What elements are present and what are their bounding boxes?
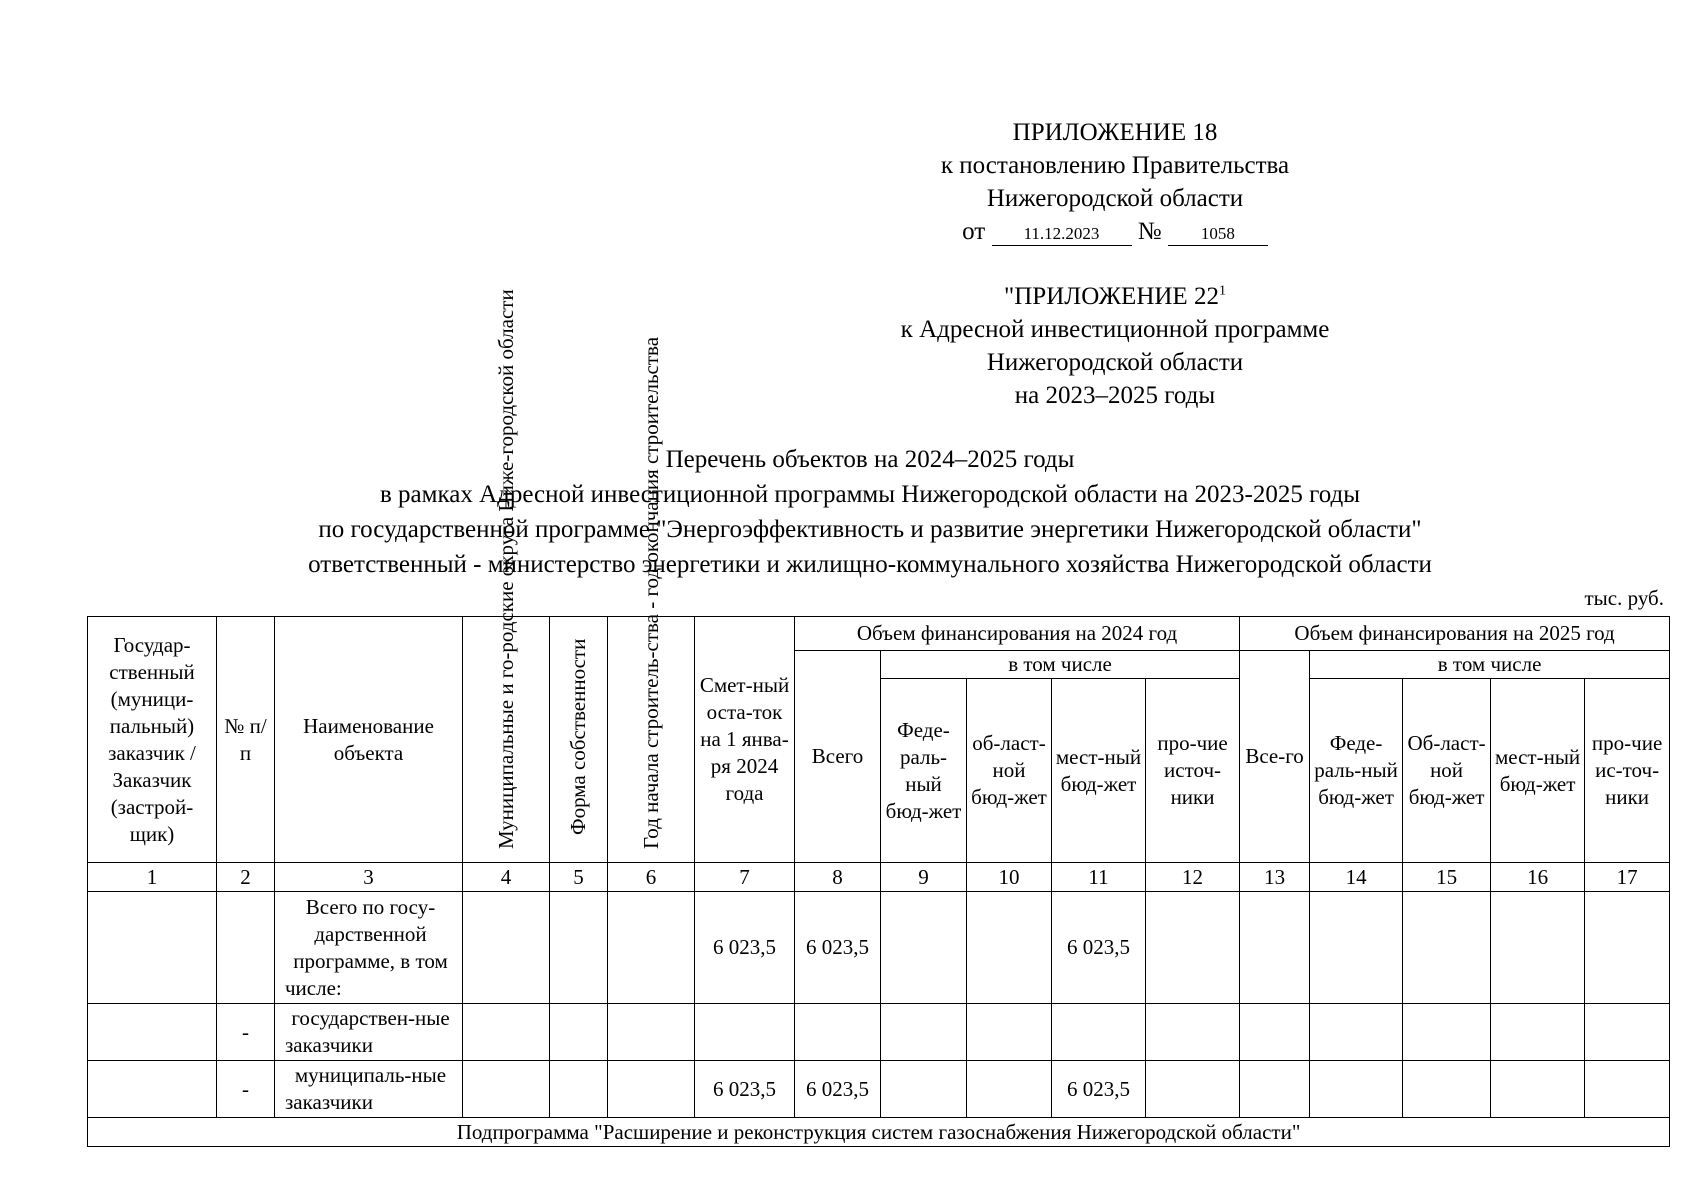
cell-federal-2025 <box>1310 1004 1403 1061</box>
cell-municipality <box>463 1061 550 1118</box>
units-label: тыс. руб. <box>1584 586 1664 610</box>
annex1-line2: к постановлению Правительства <box>940 152 1290 179</box>
cell-other-2025 <box>1585 892 1670 1004</box>
cell-total-2024 <box>795 1004 881 1061</box>
document-title <box>80 442 1660 582</box>
annex2-header <box>800 280 1430 412</box>
column-number: 15 <box>1403 863 1491 892</box>
header-regional-2025: Об-ласт-ной бюд-жет <box>1403 679 1491 863</box>
title-line3: по государственной программе "Энергоэффективность и развитие энергетики Нижегородской области" <box>318 516 1422 543</box>
cell-years <box>608 1061 695 1118</box>
header-total-2024: Всего <box>795 651 881 863</box>
header-total-2025: Все-го <box>1240 651 1310 863</box>
cell-ownership <box>550 1061 608 1118</box>
annex2-superscript: 1 <box>1218 283 1226 299</box>
column-number: 11 <box>1052 863 1146 892</box>
column-number: 3 <box>275 863 463 892</box>
header-local-2024: мест-ный бюд-жет <box>1052 679 1146 863</box>
number-label: № <box>1137 218 1162 245</box>
header-including-2024: в том числе <box>881 651 1240 679</box>
column-number: 9 <box>881 863 967 892</box>
number-value: 1058 <box>1168 223 1268 246</box>
cell-name: Всего по госу-дарственной программе, в том числе: <box>275 892 463 1004</box>
cell-years <box>608 892 695 1004</box>
header-row-1 <box>88 617 1670 651</box>
cell-regional-2025 <box>1403 1004 1491 1061</box>
annex1-date-line <box>800 215 1430 248</box>
header-regional-2024: об-ласт-ной бюд-жет <box>967 679 1052 863</box>
cell-total-2024: 6 023,5 <box>795 1061 881 1118</box>
column-number: 8 <box>795 863 881 892</box>
cell-regional-2025 <box>1403 1061 1491 1118</box>
cell-total-2025 <box>1240 892 1310 1004</box>
header-customer: Государ-ственный (муници-пальный) заказчик / Заказчик (застрой-щик) <box>88 617 217 863</box>
column-number: 7 <box>695 863 795 892</box>
cell-regional-2024 <box>967 1061 1052 1118</box>
header-years-cell <box>608 336 695 863</box>
annex1-line3: Нижегородской области <box>986 185 1244 212</box>
column-number: 1 <box>88 863 217 892</box>
cell-customer <box>88 1004 217 1061</box>
cell-federal-2025 <box>1310 1061 1403 1118</box>
annex-header <box>800 116 1430 248</box>
cell-other-2024 <box>1146 1061 1240 1118</box>
cell-num: - <box>217 1004 275 1061</box>
column-number: 6 <box>608 863 695 892</box>
table-row <box>88 1061 1670 1118</box>
cell-other-2024 <box>1146 892 1240 1004</box>
column-number: 5 <box>550 863 608 892</box>
cell-num <box>217 892 275 1004</box>
cell-other-2025 <box>1585 1004 1670 1061</box>
subprogram-title: Подпрограмма "Расширение и реконструкция систем газоснабжения Нижегородской области" <box>88 1118 1670 1147</box>
cell-municipality <box>463 1004 550 1061</box>
cell-local-2025 <box>1491 1061 1585 1118</box>
cell-municipality <box>463 892 550 1004</box>
annex2-line2: к Адресной инвестиционной программе <box>900 316 1330 343</box>
cell-local-2024: 6 023,5 <box>1052 892 1146 1004</box>
cell-local-2024 <box>1052 1004 1146 1061</box>
column-number: 17 <box>1585 863 1670 892</box>
date-value: 11.12.2023 <box>992 223 1132 246</box>
column-number: 13 <box>1240 863 1310 892</box>
cell-other-2024 <box>1146 1004 1240 1061</box>
header-estimate: Смет-ный оста-ток на 1 янва-ря 2024 года <box>695 617 795 863</box>
header-local-2025: мест-ный бюд-жет <box>1491 679 1585 863</box>
annex2-title-text: "ПРИЛОЖЕНИЕ 22 <box>1004 283 1219 310</box>
annex2-line3: Нижегородской области <box>986 349 1244 376</box>
title-line1: Перечень объектов на 2024–2025 годы <box>665 446 1075 473</box>
header-including-2025: в том числе <box>1310 651 1670 679</box>
column-number: 4 <box>463 863 550 892</box>
cell-total-2025 <box>1240 1061 1310 1118</box>
cell-customer <box>88 892 217 1004</box>
column-number: 14 <box>1310 863 1403 892</box>
table-row <box>88 1004 1670 1061</box>
header-other-2024: про-чие источ-ники <box>1146 679 1240 863</box>
cell-local-2025 <box>1491 892 1585 1004</box>
header-fin-2025: Объем финансирования на 2025 год <box>1240 617 1670 651</box>
cell-estimate: 6 023,5 <box>695 1061 795 1118</box>
cell-federal-2024 <box>881 892 967 1004</box>
cell-local-2025 <box>1491 1004 1585 1061</box>
cell-regional-2025 <box>1403 892 1491 1004</box>
header-municipality-cell <box>463 288 550 863</box>
column-number: 16 <box>1491 863 1585 892</box>
header-num: № п/п <box>217 617 275 863</box>
cell-total-2024: 6 023,5 <box>795 892 881 1004</box>
subprogram-row <box>88 1118 1670 1147</box>
header-object-name: Наименование объекта <box>275 617 463 863</box>
cell-federal-2025 <box>1310 892 1403 1004</box>
header-ownership: Форма собственности <box>566 637 590 835</box>
header-years: Год начала строитель-ства - год окончания строительства <box>638 336 663 849</box>
column-number: 10 <box>967 863 1052 892</box>
date-prefix: от <box>962 218 986 245</box>
cell-regional-2024 <box>967 892 1052 1004</box>
cell-name: государствен-ные заказчики <box>275 1004 463 1061</box>
annex2-line4: на 2023–2025 годы <box>1014 382 1216 409</box>
header-municipality: Муниципальные и го-родские округа Ниже-городской области <box>493 288 518 849</box>
cell-name: муниципаль-ные заказчики <box>275 1061 463 1118</box>
cell-estimate <box>695 1004 795 1061</box>
header-federal-2025: Феде-раль-ный бюд-жет <box>1310 679 1403 863</box>
cell-num: - <box>217 1061 275 1118</box>
cell-ownership <box>550 1004 608 1061</box>
cell-other-2025 <box>1585 1061 1670 1118</box>
header-ownership-cell <box>550 617 608 863</box>
cell-total-2025 <box>1240 1004 1310 1061</box>
table-row <box>88 892 1670 1004</box>
annex1-title: ПРИЛОЖЕНИЕ 18 <box>1012 119 1218 146</box>
header-fin-2024: Объем финансирования на 2024 год <box>795 617 1240 651</box>
cell-federal-2024 <box>881 1061 967 1118</box>
column-number-row <box>88 863 1670 892</box>
cell-customer <box>88 1061 217 1118</box>
annex2-title <box>800 280 1430 313</box>
title-line2: в рамках Адресной инвестиционной программы Нижегородской области на 2023-2025 годы <box>379 481 1361 508</box>
cell-federal-2024 <box>881 1004 967 1061</box>
column-number: 12 <box>1146 863 1240 892</box>
header-federal-2024: Феде-раль-ный бюд-жет <box>881 679 967 863</box>
cell-estimate: 6 023,5 <box>695 892 795 1004</box>
cell-years <box>608 1004 695 1061</box>
cell-local-2024: 6 023,5 <box>1052 1061 1146 1118</box>
column-number: 2 <box>217 863 275 892</box>
cell-ownership <box>550 892 608 1004</box>
header-other-2025: про-чие ис-точ-ники <box>1585 679 1670 863</box>
cell-regional-2024 <box>967 1004 1052 1061</box>
title-line4: ответственный - министерство энергетики и жилищно-коммунального хозяйства Нижегородской области <box>308 551 1432 578</box>
